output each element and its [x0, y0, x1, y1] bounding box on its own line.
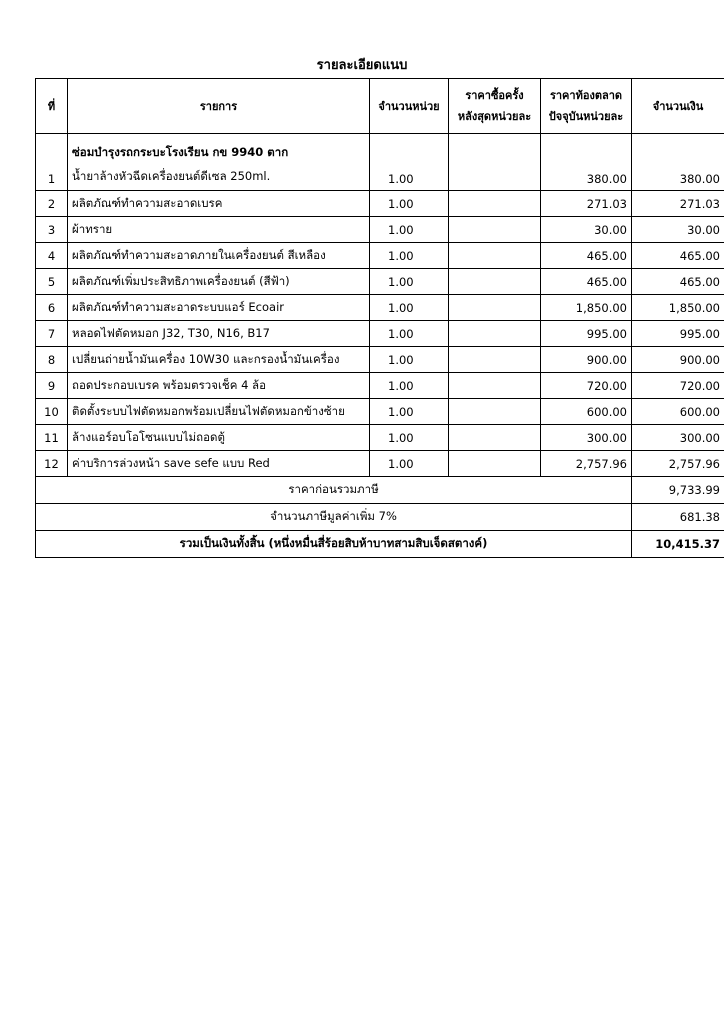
item-last-price: [449, 321, 541, 347]
table-row: [36, 321, 724, 347]
table-row: [36, 399, 724, 425]
header-last-price-line2: หลังสุดหน่วยละ: [457, 110, 532, 123]
item-quantity: 1.00: [370, 243, 449, 269]
item-market-price: 380.00: [541, 134, 632, 191]
item-number: 12: [36, 451, 68, 477]
item-description-text: เปลี่ยนถ่ายน้ำมันเครื่อง 10W30 และกรองน้ำมันเครื่อง: [72, 351, 340, 366]
vat-row: [36, 504, 724, 531]
item-amount: 300.00: [632, 425, 724, 451]
item-last-price: [449, 217, 541, 243]
item-market-price: 995.00: [541, 321, 632, 347]
item-quantity: 1.00: [370, 399, 449, 425]
item-number: 9: [36, 373, 68, 399]
table-row: [36, 191, 724, 217]
table-row: [36, 269, 724, 295]
grand-total-row: [36, 531, 724, 558]
table-row: [36, 243, 724, 269]
vat-label: จำนวนภาษีมูลค่าเพิ่ม 7%: [36, 504, 632, 531]
item-quantity: 1.00: [370, 373, 449, 399]
item-number: 1: [36, 134, 68, 191]
item-description: [68, 295, 370, 321]
item-last-price: [449, 347, 541, 373]
item-amount: 2,757.96: [632, 451, 724, 477]
item-amount: 995.00: [632, 321, 724, 347]
item-number: 7: [36, 321, 68, 347]
table-row: [36, 217, 724, 243]
item-description-text: ถอดประกอบเบรค พร้อมตรวจเช็ค 4 ล้อ: [72, 377, 267, 392]
item-description: [68, 425, 370, 451]
item-number: 3: [36, 217, 68, 243]
item-description-text: ค่าบริการล่วงหน้า save sefe แบบ Red: [72, 455, 270, 470]
item-quantity: 1.00: [370, 425, 449, 451]
item-last-price: [449, 295, 541, 321]
item-amount: 720.00: [632, 373, 724, 399]
items-body: [36, 134, 724, 477]
item-description: [68, 217, 370, 243]
item-description: [68, 451, 370, 477]
item-description-text: ติดตั้งระบบไฟตัดหมอกพร้อมเปลี่ยนไฟตัดหมอกข้างซ้าย: [72, 403, 345, 418]
header-no: ที่: [36, 79, 68, 134]
item-description-text: ผ้าทราย: [72, 221, 113, 236]
table-row: [36, 451, 724, 477]
vat-value: 681.38: [632, 504, 724, 531]
item-description: [68, 269, 370, 295]
header-market-price: [541, 79, 632, 134]
item-number: 10: [36, 399, 68, 425]
item-amount: 465.00: [632, 269, 724, 295]
item-description-text: หลอดไฟตัดหมอก J32, T30, N16, B17: [72, 325, 270, 340]
item-quantity: 1.00: [370, 217, 449, 243]
item-market-price: 900.00: [541, 347, 632, 373]
item-description: [68, 399, 370, 425]
item-last-price: [449, 425, 541, 451]
item-description: [68, 347, 370, 373]
item-number: 6: [36, 295, 68, 321]
group-title: ซ่อมบำรุงรถกระบะโรงเรียน กข 9940 ตาก: [72, 145, 289, 159]
table-row: [36, 425, 724, 451]
item-quantity: 1.00: [370, 269, 449, 295]
item-description-text: ผลิตภัณฑ์ทำความสะอาดระบบแอร์ Ecoair: [72, 299, 285, 314]
item-last-price: [449, 269, 541, 295]
subtotal-value: 9,733.99: [632, 477, 724, 504]
item-number: 2: [36, 191, 68, 217]
table-row: [36, 347, 724, 373]
item-last-price: [449, 399, 541, 425]
item-amount: 600.00: [632, 399, 724, 425]
grand-total-value: 10,415.37: [632, 531, 724, 558]
header-last-price: [449, 79, 541, 134]
item-description-text: น้ำยาล้างหัวฉีดเครื่องยนต์ดีเซล 250ml.: [72, 169, 271, 183]
table-row: [36, 134, 724, 191]
item-quantity: 1.00: [370, 321, 449, 347]
item-quantity: 1.00: [370, 134, 449, 191]
header-market-price-line2: ปัจจุบันหน่วยละ: [548, 110, 624, 123]
item-market-price: 465.00: [541, 269, 632, 295]
item-description-text: ผลิตภัณฑ์ทำความสะอาดเบรค: [72, 195, 223, 210]
item-description: [68, 373, 370, 399]
item-amount: 900.00: [632, 347, 724, 373]
page-title: รายละเอียดแนบ: [316, 58, 408, 73]
item-quantity: 1.00: [370, 191, 449, 217]
item-market-price: 1,850.00: [541, 295, 632, 321]
header-market-price-line1: ราคาท้องตลาด: [549, 89, 623, 102]
item-market-price: 465.00: [541, 243, 632, 269]
header-description: รายการ: [68, 79, 370, 134]
item-quantity: 1.00: [370, 347, 449, 373]
item-description-text: ผลิตภัณฑ์เพิ่มประสิทธิภาพเครื่องยนต์ (สีฟ้า): [72, 273, 290, 288]
item-description: [68, 134, 370, 191]
header-row: [36, 79, 724, 134]
items-table: [35, 78, 724, 558]
item-last-price: [449, 373, 541, 399]
item-quantity: 1.00: [370, 295, 449, 321]
header-quantity: จำนวนหน่วย: [370, 79, 449, 134]
item-amount: 271.03: [632, 191, 724, 217]
grand-total-label: รวมเป็นเงินทั้งสิ้น (หนึ่งหมื่นสี่ร้อยสิบห้าบาทสามสิบเจ็ดสตางค์): [36, 531, 632, 558]
item-quantity: 1.00: [370, 451, 449, 477]
subtotal-label: ราคาก่อนรวมภาษี: [36, 477, 632, 504]
item-amount: 30.00: [632, 217, 724, 243]
item-number: 4: [36, 243, 68, 269]
item-market-price: 2,757.96: [541, 451, 632, 477]
item-description-text: ล้างแอร์อบโอโซนแบบไม่ถอดตู้: [72, 429, 225, 444]
header-last-price-line1: ราคาซื้อครั้ง: [465, 89, 524, 102]
item-market-price: 30.00: [541, 217, 632, 243]
item-number: 5: [36, 269, 68, 295]
item-last-price: [449, 134, 541, 191]
item-market-price: 600.00: [541, 399, 632, 425]
item-description: [68, 243, 370, 269]
table-row: [36, 295, 724, 321]
item-amount: 380.00: [632, 134, 724, 191]
item-last-price: [449, 451, 541, 477]
item-amount: 465.00: [632, 243, 724, 269]
item-description: [68, 191, 370, 217]
item-market-price: 300.00: [541, 425, 632, 451]
table-row: [36, 373, 724, 399]
item-description-text: ผลิตภัณฑ์ทำความสะอาดภายในเครื่องยนต์ สีเหลือง: [72, 247, 326, 262]
item-description: [68, 321, 370, 347]
item-number: 8: [36, 347, 68, 373]
item-last-price: [449, 191, 541, 217]
subtotal-row: [36, 477, 724, 504]
item-amount: 1,850.00: [632, 295, 724, 321]
item-market-price: 271.03: [541, 191, 632, 217]
item-last-price: [449, 243, 541, 269]
item-market-price: 720.00: [541, 373, 632, 399]
header-amount: จำนวนเงิน: [632, 79, 724, 134]
item-number: 11: [36, 425, 68, 451]
